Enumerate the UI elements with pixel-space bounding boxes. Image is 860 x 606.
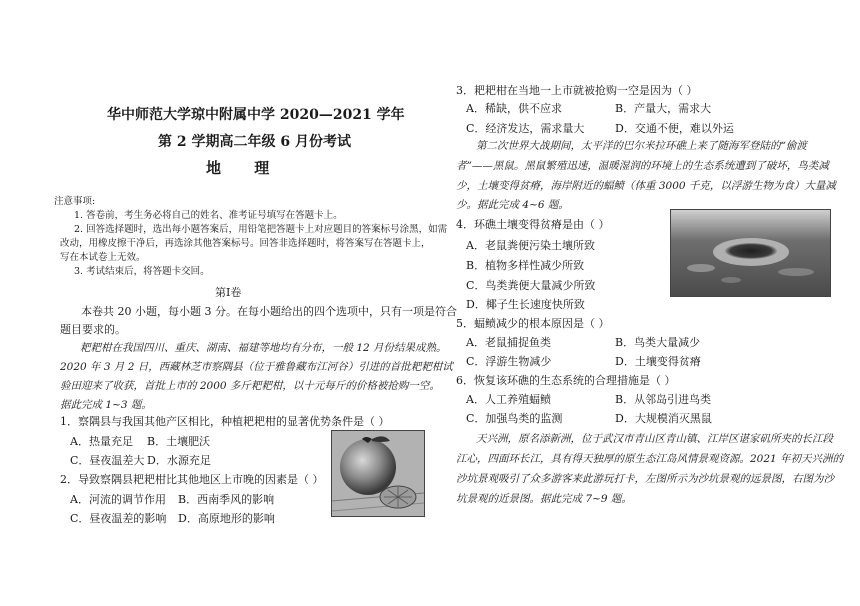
note-3: 3. 考试结束后，将答题卡交回。 xyxy=(74,266,210,277)
q6-stem: 6．恢复该环礁的生态系统的合理措施是（ ） xyxy=(456,374,676,387)
q6-option-d: D．大规模消灭黑鼠 xyxy=(615,412,712,425)
part1-heading: 第Ⅰ卷 xyxy=(215,286,242,299)
q3-option-a: A．稀缺，供不应求 xyxy=(466,102,562,115)
q2-option-c: C．昼夜温差的影响 xyxy=(70,512,167,525)
q2-option-b: B．西南季风的影响 xyxy=(178,493,275,506)
q2-option-d: D．高原地形的影响 xyxy=(178,512,275,525)
q3-option-c: C．经济发达，需求量大 xyxy=(466,122,585,135)
exam-title-line2: 第 2 学期高二年级 6 月份考试 xyxy=(158,134,351,150)
passage1-line4: 据此完成 1~3 题。 xyxy=(60,399,152,411)
passage2-line2: 者”——黑鼠。黑鼠繁殖迅速，温暖湿润的环境上的生态系统遭到了破坏，鸟类减 xyxy=(456,160,829,172)
q4-option-a: A．老鼠粪便污染土壤所致 xyxy=(466,239,595,252)
passage3-line1: 天兴洲，原名添新洲，位于武汉市青山区青山镇、江岸区谌家矶所夹的长江段 xyxy=(476,433,833,445)
q1-option-c: C．昼夜温差大 xyxy=(70,454,145,467)
q2-stem: 2．导致察隅县耙耙柑比其他地区上市晚的因素是（ ） xyxy=(60,473,324,486)
q6-option-a: A．人工养殖蝠鲼 xyxy=(466,393,551,406)
note-1: 1. 答卷前，考生务必将自己的姓名、准考证号填写在答题卡上。 xyxy=(74,210,343,221)
passage2-line1: 第二次世界大战期间，太平洋的巴尔米拉环礁上来了随海军登陆的“偷渡 xyxy=(476,140,807,152)
q4-option-c: C．鸟类粪便大量减少所致 xyxy=(466,279,596,292)
part1-intro-2: 题目要求的。 xyxy=(60,323,126,336)
note-2c: 写在本试卷上无效。 xyxy=(60,252,146,263)
q2-option-a: A．河流的调节作用 xyxy=(70,493,166,506)
q5-option-d: D．土壤变得贫瘠 xyxy=(615,355,701,368)
orange-fruit-photo xyxy=(331,430,425,517)
q3-option-b: B．产量大，需求大 xyxy=(615,102,712,115)
part1-intro-1: 本卷共 20 小题，每小题 3 分。在每小题给出的四个选项中，只有一项是符合 xyxy=(81,305,457,318)
q4-option-d: D．椰子生长速度快所致 xyxy=(466,298,585,311)
passage1-line2: 2020 年 3 月 2 日，西藏林芝市察隅县（位于雅鲁藏布江河谷）引进的首批耙耙柑试 xyxy=(60,361,453,373)
orange-fruit-image xyxy=(332,431,424,516)
passage3-line3: 沙坑景观吸引了众多游客来此游玩打卡，左图所示为沙坑景观的远景图，右图为沙 xyxy=(456,473,834,485)
q1-option-d: D．水源充足 xyxy=(147,454,211,467)
passage2-line3: 少，土壤变得贫瘠，海岸附近的蝠鲼（体重 3000 千克，以浮游生物为食）大量减 xyxy=(456,180,836,192)
exam-subject: 地 理 xyxy=(206,159,284,177)
q1-option-b: B．土壤肥沃 xyxy=(147,435,211,448)
q1-option-a: A．热量充足 xyxy=(70,435,133,448)
passage1-line3: 验田迎来了收获，首批上市的 2000 多斤耙耙柑，以十元每斤的价格被抢购一空。 xyxy=(60,380,440,392)
exam-title-line1: 华中师范大学琼中附属中学 2020—2021 学年 xyxy=(107,107,405,123)
q5-stem: 5．蝠鲼减少的根本原因是（ ） xyxy=(456,317,610,330)
q5-option-b: B．鸟类大量减少 xyxy=(615,336,701,349)
q5-option-c: C．浮游生物减少 xyxy=(466,355,552,368)
q6-option-c: C．加强鸟类的监测 xyxy=(466,412,563,425)
q4-stem: 4．环礁土壤变得贫瘠是由（ ） xyxy=(456,218,610,231)
q6-option-b: B．从邻岛引进鸟类 xyxy=(615,393,712,406)
q3-stem: 3．耙耙柑在当地一上市就被抢购一空是因为（ ） xyxy=(456,84,698,97)
atoll-aerial-image xyxy=(671,210,830,296)
note-2b: 改动，用橡皮擦干净后，再选涂其他答案标号。回答非选择题时，将答案写在答题卡上， xyxy=(60,238,431,249)
q1-stem: 1．察隅县与我国其他产区相比，种植耙耙柑的显著优势条件是（ ） xyxy=(60,415,390,428)
note-2a: 2. 回答选择题时，选出每小题答案后，用铅笔把答题卡上对应题目的答案标号涂黑，如需 xyxy=(74,224,448,235)
q3-option-d: D．交通不便，难以外运 xyxy=(615,122,734,135)
atoll-aerial-photo xyxy=(670,209,831,297)
passage1-line1: 耙耙柑在我国四川、重庆、湖南、福建等地均有分布，一般 12 月份结果成熟。 xyxy=(80,342,447,354)
q5-option-a: A．老鼠捕捉鱼类 xyxy=(466,336,551,349)
notes-heading: 注意事项: xyxy=(54,196,96,207)
passage2-line4: 少。据此完成 4~6 题。 xyxy=(456,199,569,211)
passage3-line4: 坑景观的近景图。据此完成 7~9 题。 xyxy=(456,493,632,505)
passage3-line2: 江心，四面环长江，具有得天独厚的原生态江岛风情景观资源。2021 年初天兴洲的 xyxy=(456,453,844,465)
q4-option-b: B．植物多样性减少所致 xyxy=(466,259,585,272)
